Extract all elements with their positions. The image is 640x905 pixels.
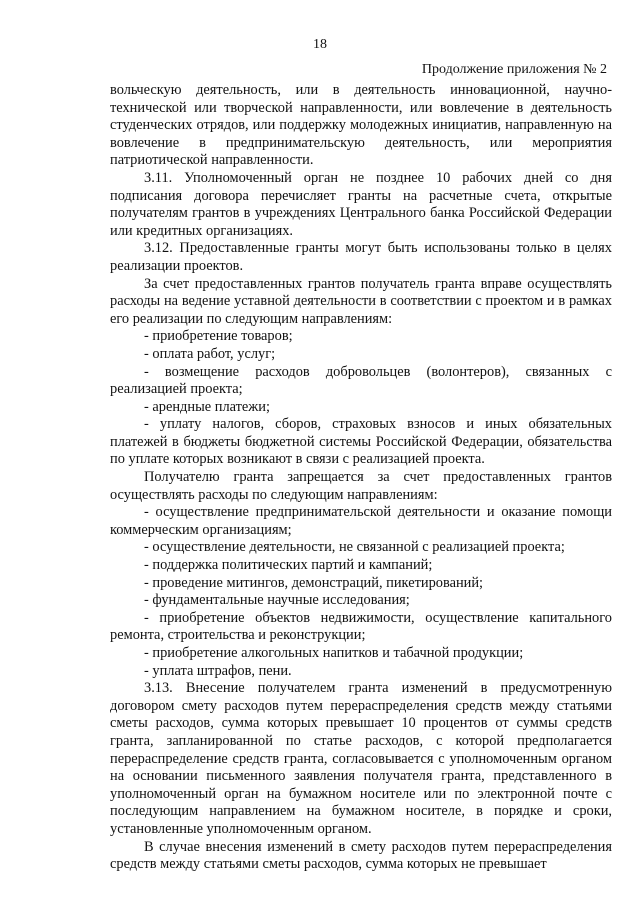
body-paragraph: За счет предоставленных грантов получатель гранта вправе осуществлять расходы на ведение уставной деятельности в соответствии с проектом и в рамках его реализации по следующим направлениям: — [110, 275, 612, 327]
body-paragraph: - фундаментальные научные исследования; — [144, 592, 410, 609]
body-paragraph: 3.12. Предоставленные гранты могут быть использованы только в целях реализации проектов. — [110, 240, 612, 274]
body-paragraph: - возмещение расходов добровольцев (волонтеров), связанных с реализацией проекта; — [110, 363, 612, 398]
body-paragraph: - приобретение алкогольных напитков и табачной продукции; — [144, 645, 524, 661]
body-paragraph: - проведение митингов, демонстраций, пикетирований; — [144, 574, 484, 591]
body-paragraph: Получателю гранта запрещается за счет предоставленных грантов осуществлять расходы по следующим направлениям: — [110, 469, 612, 503]
body-paragraph: - уплату налогов, сборов, страховых взносов и иных обязательных платежей в бюджеты бюджетной системы Российской Федерации, обязательства по уплате которых возникают в связи с реализацией проекта. — [110, 416, 612, 468]
body-paragraph: В случае внесения изменений в смету расходов путем перераспределения средств между статьями сметы расходов, сумма которых не превышает — [110, 838, 612, 873]
body-paragraph: вольческую деятельность, или в деятельность инновационной, научно-технической или творческой направленности, или вовлечение в деятельность студенческих отрядов, или поддержку молодежных инициатив, направленную на вовлечение в предпринимательскую деятельность, или мероприятия патриотической направленности. — [110, 82, 612, 169]
body-paragraph: 3.13. Внесение получателем гранта изменений в предусмотренную договором смету расходов путем перераспределения средств между статьями сметы расходов, сумма которых превышает 10 процентов от суммы средств гранта, запланированной по статье расходов, с которой предполагается перераспределение средств гранта, согласовывается с уполномоченным органом на основании письменного заявления получателя гранта, представленного в уполномоченный орган на бумажном носителе или по электронной почте с последующим направлением на бумажном носителе, в порядке и сроки, установленные уполномоченным органом. — [110, 680, 612, 837]
body-paragraph: - осуществление деятельности, не связанной с реализацией проекта; — [144, 539, 565, 556]
body-paragraph: - поддержка политических партий и кампаний; — [144, 557, 433, 574]
appendix-continuation-label: Продолжение приложения № 2 — [421, 62, 607, 77]
body-paragraph: - уплата штрафов, пени. — [144, 662, 292, 679]
body-paragraph: - осуществление предпринимательской деятельности и оказание помощи коммерческим организациям; — [110, 504, 612, 538]
body-paragraph: - арендные платежи; — [144, 398, 270, 415]
body-paragraph: 3.11. Уполномоченный орган не позднее 10 рабочих дней со дня подписания договора перечисляет гранты на расчетные счета, открытые получателям грантов в учреждениях Центрального банка Российской Федерации или кредитных организациях. — [110, 169, 612, 239]
document-body — [110, 82, 612, 874]
body-paragraph: - приобретение товаров; — [144, 328, 293, 345]
body-paragraph: - оплата работ, услуг; — [144, 345, 276, 362]
page-number: 18 — [313, 37, 327, 52]
body-paragraph: - приобретение объектов недвижимости, осуществление капитального ремонта, строительства и реконструкции; — [110, 609, 612, 644]
